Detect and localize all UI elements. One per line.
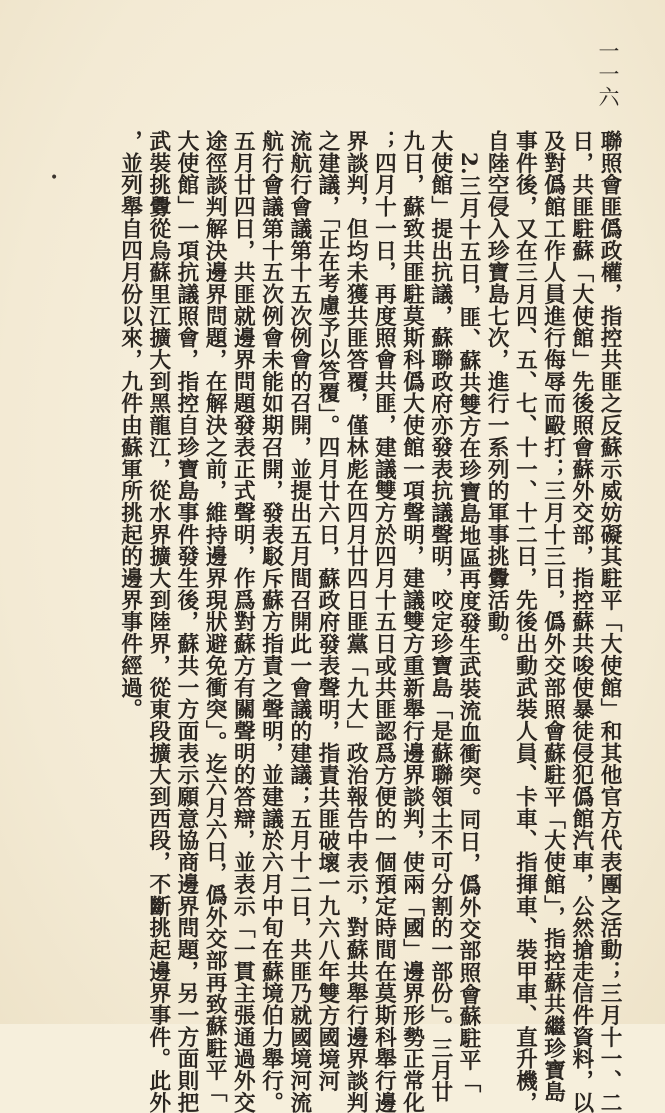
text-column: 聯照會匪僞政權，指控共匪之反蘇示威妨礙其駐平「大使館」和其他官方代表團之活動；三月十一、二 — [597, 130, 622, 1113]
text-column: 武裝挑釁從烏蘇里江擴大到黑龍江，從水界擴大到陸界，從東段擴大到西段，不斷挑起邊界事件。此外 — [145, 130, 171, 1113]
text-column: ；四月十一日，再度照會共匪，建議雙方於四月十五日或共匪認爲方便的一個預定時間在莫斯科舉行邊 — [371, 130, 397, 1113]
text-column: 自陸空侵入珍寶島七次，進行一系列的軍事挑釁活動。 — [484, 130, 510, 655]
text-column: 界談判，但均未獲共匪答覆，僅林彪在四月廿四日匪黨「九大」政治報告中表示，對蘇共舉行邊界談判 — [343, 130, 369, 1113]
text-column: 流航行會議第十五次例會的召開，並提出五月間召開此一會議的建議；五月十二日，共匪乃就國境河流 — [286, 130, 312, 1113]
text-column: 日，共匪駐蘇「大使館」先後照會蘇外交部，指控蘇共唆使暴徒侵犯僞館汽車，公然搶走信件資料，以 — [568, 130, 594, 1113]
text-column: 大使館」提出抗議，蘇聯政府亦發表抗議聲明，咬定珍寶島「是蘇聯領土不可分割的一部份」。三月廿 — [427, 130, 453, 1103]
page-number: 一一六 — [596, 40, 620, 109]
text-column: 事件後，又在三月四、五、七、十一、十二日，先後出動武裝人員、卡車、指揮車、裝甲車、直升機， — [512, 130, 538, 1113]
text-column: 2.三月十五日，匪、蘇共雙方在珍寶島地區再度發生武裝流血衝突。同日，僞外交部照會蘇駐平「 — [455, 130, 481, 1093]
text-column: 之建議，「正在考慮予以答覆」。四月廿六日，蘇政府發表聲明，指責共匪破壞一九六八年雙方國境河 — [314, 130, 340, 1092]
margin-dot: • — [50, 170, 59, 186]
text-column: 及對僞館工作人員進行侮辱而毆打；三月十三日，僞外交部照會蘇駐平「大使館」，指控蘇共繼珍寶島 — [540, 130, 566, 1103]
text-column: ，並列舉自四月份以來，九件由蘇軍所挑起的邊界事件經過。 — [117, 130, 143, 720]
text-column: 途徑談判解決邊界問題，在解決之前，維持邊界現狀避免衝突」。迄六月六日，僞外交部再致蘇駐平「 — [202, 130, 228, 1103]
body-text — [115, 130, 623, 1113]
text-column: 航行會議第十五次例會未能如期召開，發表駁斥蘇方指責之聲明，並建議於六月中旬在蘇境伯力舉行。 — [258, 130, 284, 1113]
text-column: 九日，蘇致共匪駐莫斯科僞大使館一項聲明，建議雙方重新舉行邊界談判，使兩「國」邊界形勢正常化 — [399, 130, 425, 1113]
text-column: 大使館」一項抗議照會，指控自珍寶島事件發生後，蘇共一方面表示願意協商邊界問題，另一方面則把 — [173, 130, 199, 1113]
text-column: 五月廿四日，共匪就邊界問題發表正式聲明，作爲對蘇方有關聲明的答辯，並表示「一貫主張通過外交 — [230, 130, 256, 1113]
